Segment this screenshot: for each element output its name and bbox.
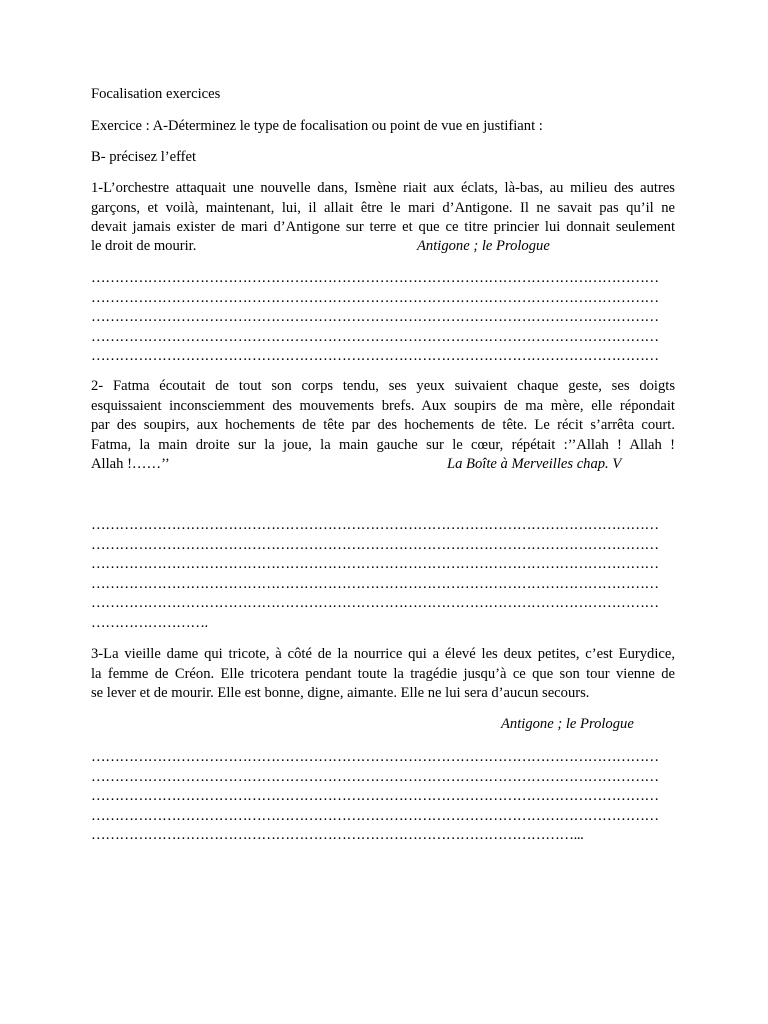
answer-line-short: ……………………. [91, 614, 208, 631]
answer-line: ………………………………………………………………………………………………………… [91, 575, 659, 592]
answer-line-last: …………………………………………………………………………………………... [91, 827, 584, 843]
document-title: Focalisation exercices [91, 86, 221, 102]
instruction-a: Exercice : A-Déterminez le type de focalisation ou point de vue en justifiant : [91, 118, 543, 134]
exercise-1-source: Antigone ; le Prologue [417, 238, 550, 254]
exercise-1-last-line: le droit de mourir. [91, 238, 197, 254]
answer-line: ………………………………………………………………………………………………………… [91, 348, 659, 364]
exercise-2-line: par des soupirs, aux hochements de tête par des hochements de tête. Le récit s’arrêta court. [91, 417, 675, 433]
answer-line: ………………………………………………………………………………………………………… [91, 768, 659, 785]
instruction-b: B- précisez l’effet [91, 149, 197, 165]
exercise-2-line: esquissaient inconsciemment des mouvements brefs. Aux soupirs de ma mère, elle répondait [91, 397, 675, 414]
answer-line: ………………………………………………………………………………………………………… [91, 595, 659, 611]
exercise-2-source: La Boîte à Merveilles chap. V [447, 456, 622, 472]
exercise-3-line: se lever et de mourir. Elle est bonne, digne, aimante. Elle ne lui sera d’aucun secours. [91, 685, 590, 701]
exercise-3-source: Antigone ; le Prologue [501, 716, 634, 732]
exercise-3-text [91, 645, 675, 704]
answer-line: ………………………………………………………………………………………………………… [91, 788, 659, 804]
exercise-3-line: 3-La vieille dame qui tricote, à côté de la nourrice qui a élevé les deux petites, c’est Eurydice, [91, 646, 675, 662]
exercise-1-text [91, 179, 675, 238]
exercise-2-line: Fatma, la main droite sur la joue, la main gauche sur le cœur, répétait :’’Allah ! Allah ! [91, 436, 675, 453]
answer-line: ………………………………………………………………………………………………………… [91, 289, 659, 306]
answer-line: ………………………………………………………………………………………………………… [91, 536, 659, 553]
answer-area-1[interactable] [91, 269, 675, 367]
exercise-2-line: 2- Fatma écoutait de tout son corps tendu, ses yeux suivaient chaque geste, ses doigts [91, 378, 675, 394]
answer-line: ………………………………………………………………………………………………………… [91, 328, 659, 345]
answer-line: ………………………………………………………………………………………………………… [91, 807, 659, 824]
answer-area-2[interactable] [91, 516, 675, 633]
exercise-3-line: la femme de Créon. Elle tricotera pendant toute la tragédie jusqu’à ce que son tour vienne de [91, 665, 675, 682]
exercise-1-line: devait jamais exister de mari d’Antigone sur terre et que ce titre princier lui donnait seulement [91, 219, 675, 235]
answer-line: ………………………………………………………………………………………………………… [91, 556, 659, 572]
answer-area-3[interactable] [91, 748, 675, 846]
answer-line: ………………………………………………………………………………………………………… [91, 517, 659, 533]
exercise-2-text [91, 377, 675, 455]
exercise-2-last-line: Allah !……’’ [91, 456, 170, 472]
answer-line: ………………………………………………………………………………………………………… [91, 270, 659, 286]
exercise-1-line: garçons, et voilà, maintenant, lui, il allait être le mari d’Antigone. Il ne savait pas qu’il ne [91, 199, 675, 216]
answer-line: ………………………………………………………………………………………………………… [91, 749, 659, 765]
answer-line: ………………………………………………………………………………………………………… [91, 309, 659, 325]
exercise-1-line: 1-L’orchestre attaquait une nouvelle dans, Ismène riait aux éclats, là-bas, au milieu des autres [91, 180, 675, 196]
